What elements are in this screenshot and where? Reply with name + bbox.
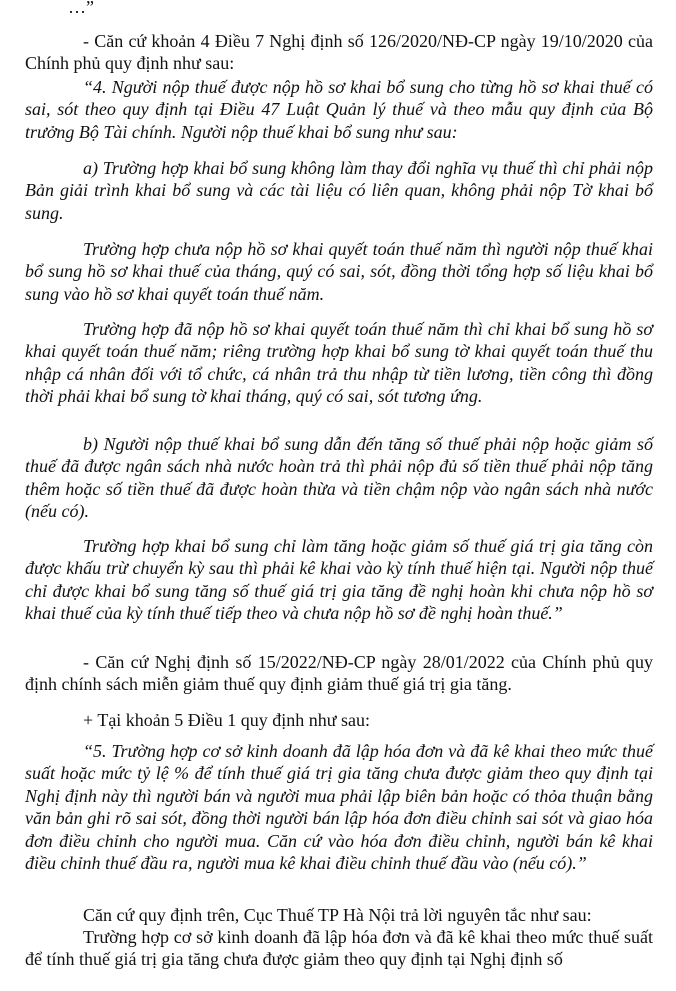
paragraph-case-invoice-issued: Trường hợp cơ sở kinh doanh đã lập hóa đơn và đã kê khai theo mức thuế suất để tính thuế giá trị gia tăng chưa được giảm theo quy định tại Nghị định số	[25, 927, 653, 970]
quote-clause-5: “5. Trường hợp cơ sở kinh doanh đã lập hóa đơn và đã kê khai theo mức thuế suất hoặc mức tỷ lệ % để tính thuế giá trị gia tăng chưa được giảm theo quy định tại Nghị định này thì người bán và người mua phải lập biên bản hoặc có thỏa thuận bằng văn bản ghi rõ sai sót, đồng thời người bán lập hóa đơn điều chỉnh sai sót và giao hóa đơn điều chỉnh cho người mua. Căn cứ vào hóa đơn điều chỉnh, người bán kê khai điều chỉnh thuế đầu ra, người mua kê khai điều chỉnh thuế đầu vào (nếu có).”	[25, 741, 653, 874]
paragraph-clause-5-article-1: + Tại khoản 5 Điều 1 quy định như sau:	[83, 710, 371, 730]
paragraph-legal-basis-decree-126: - Căn cứ khoản 4 Điều 7 Nghị định số 126/2020/NĐ-CP ngày 19/10/2020 của Chính phủ quy định như sau:	[25, 31, 653, 74]
quote-clause-4-intro: “4. Người nộp thuế được nộp hồ sơ khai bổ sung cho từng hồ sơ khai thuế có sai, sót theo quy định tại Điều 47 Luật Quản lý thuế và theo mẫu quy định của Bộ trưởng Bộ Tài chính. Người nộp thuế khai bổ sung như sau:	[25, 77, 653, 142]
quote-clause-4a: a) Trường hợp khai bổ sung không làm thay đổi nghĩa vụ thuế thì chỉ phải nộp Bản giải trình khai bổ sung và các tài liệu có liên quan, không phải nộp Tờ khai bổ sung.	[25, 158, 653, 223]
paragraph-legal-basis-decree-15: - Căn cứ Nghị định số 15/2022/NĐ-CP ngày 28/01/2022 của Chính phủ quy định chính sách miễn giảm thuế quy định giảm thuế giá trị gia tăng.	[25, 652, 653, 695]
quote-clause-4a-case-filed: Trường hợp đã nộp hồ sơ khai quyết toán thuế năm thì chỉ khai bổ sung hồ sơ khai quyết toán thuế năm; riêng trường hợp khai bổ sung tờ khai quyết toán thuế thu nhập cá nhân đối với tổ chức, cá nhân trả thu nhập từ tiền lương, tiền công thì đồng thời phải khai bổ sung tờ khai tháng, quý có sai, sót tương ứng.	[25, 319, 653, 407]
quote-clause-4b-vat-case: Trường hợp khai bổ sung chỉ làm tăng hoặc giảm số thuế giá trị gia tăng còn được khấu trừ chuyển kỳ sau thì phải kê khai vào kỳ tính thuế hiện tại. Người nộp thuế chỉ được khai bổ sung tăng số thuế giá trị gia tăng đề nghị hoàn khi chưa nộp hồ sơ khai thuế của kỳ tính thuế tiếp theo và chưa nộp hồ sơ đề nghị hoàn thuế.”	[25, 536, 653, 624]
quote-clause-4b: b) Người nộp thuế khai bổ sung dẫn đến tăng số thuế phải nộp hoặc giảm số thuế đã được ngân sách nhà nước hoàn trả thì phải nộp đủ số tiền thuế phải nộp tăng thêm hoặc số tiền thuế đã được hoàn thừa và tiền chậm nộp vào ngân sách nhà nước (nếu có).	[25, 434, 653, 522]
quote-clause-4a-case-not-filed: Trường hợp chưa nộp hồ sơ khai quyết toán thuế năm thì người nộp thuế khai bổ sung hồ sơ khai thuế của tháng, quý có sai, sót, đồng thời tổng hợp số liệu khai bổ sung vào hồ sơ khai quyết toán thuế năm.	[25, 239, 653, 304]
continuation-quote-mark: …”	[68, 0, 94, 17]
paragraph-tax-department-reply: Căn cứ quy định trên, Cục Thuế TP Hà Nội trả lời nguyên tắc như sau:	[83, 905, 592, 925]
